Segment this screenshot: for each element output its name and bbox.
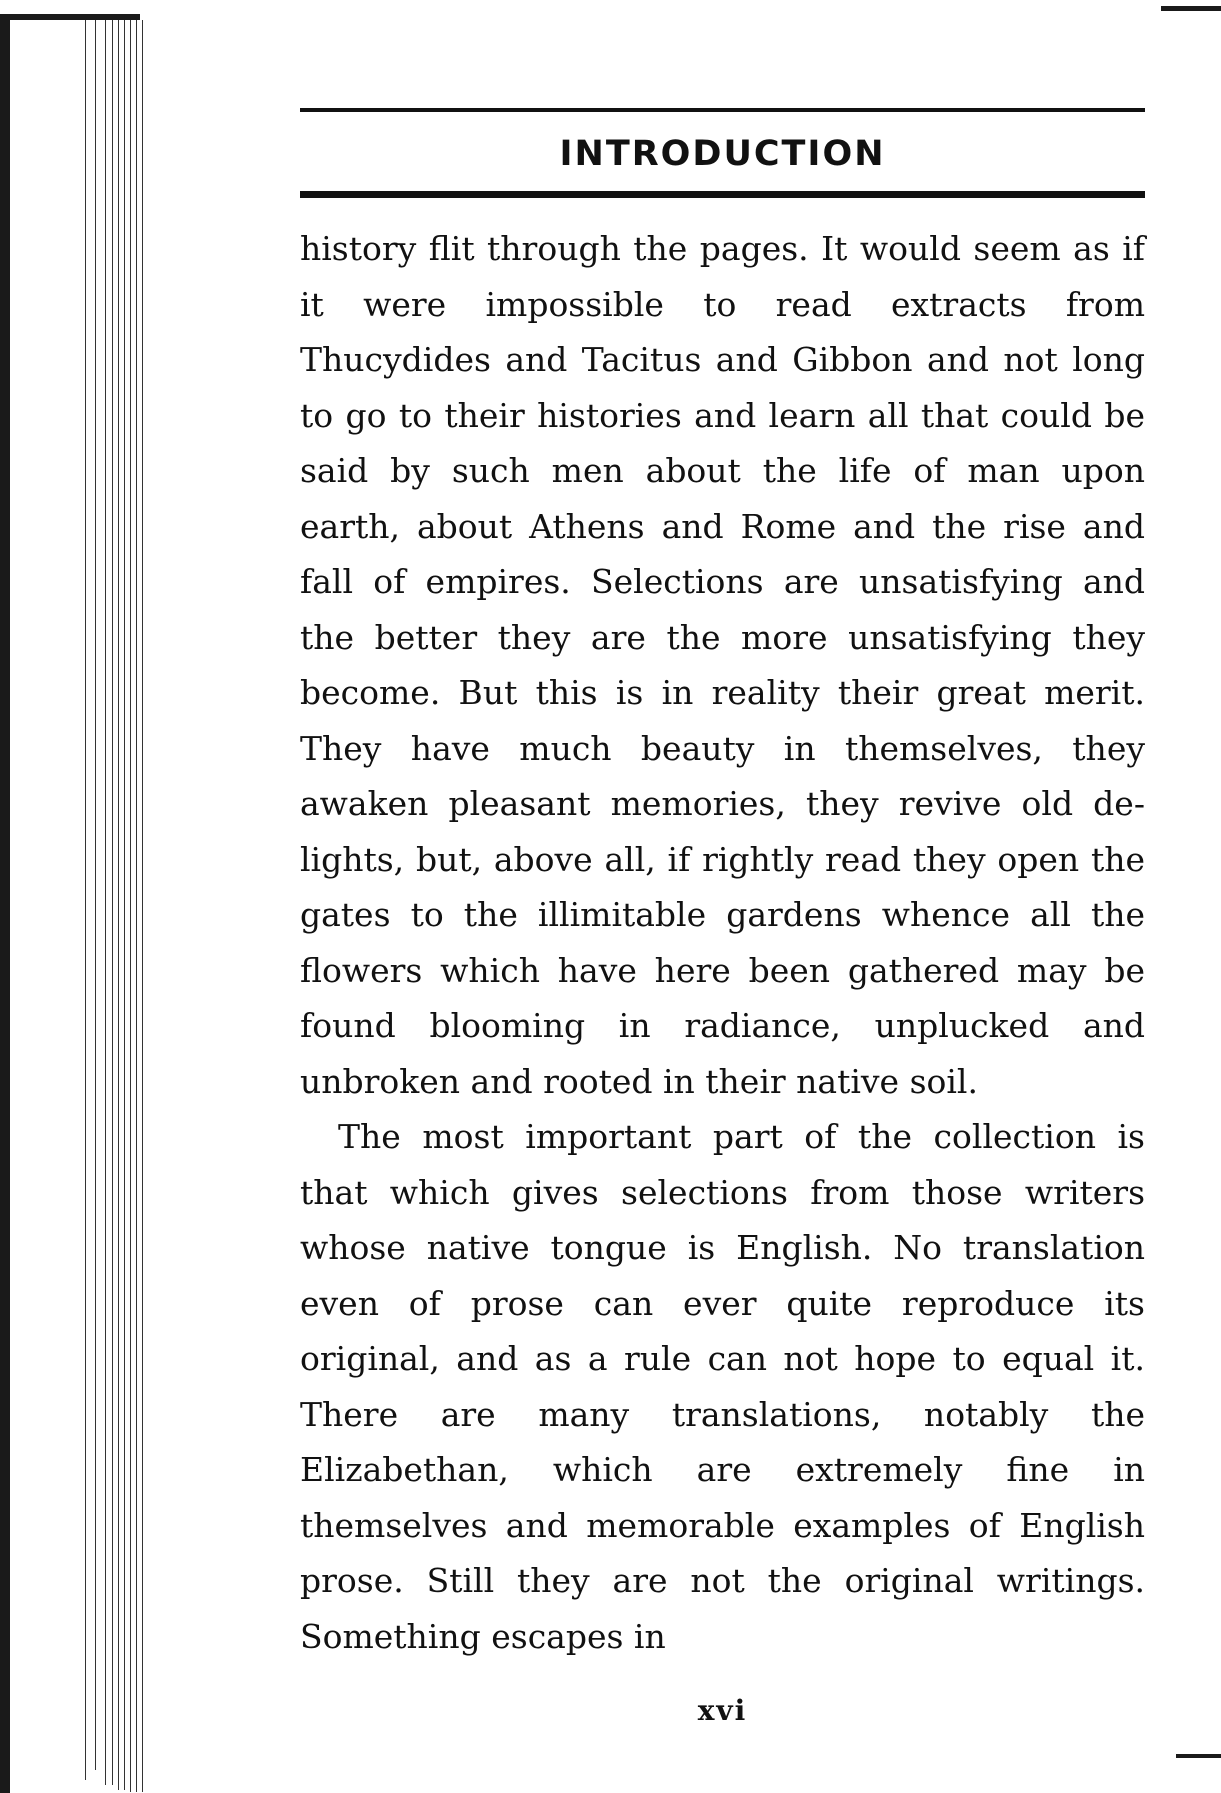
header-rule-bottom	[300, 191, 1145, 198]
binding-line	[85, 20, 86, 1780]
binding-line	[105, 20, 106, 1785]
binding-line	[124, 20, 125, 1790]
binding-line	[142, 20, 143, 1792]
running-head: INTRODUCTION	[559, 134, 886, 174]
binding-line	[112, 20, 113, 1785]
binding-line	[136, 20, 137, 1792]
header-rule-top	[300, 108, 1145, 112]
body-text	[300, 221, 1145, 1664]
book-page	[300, 108, 1145, 1727]
page-number: xvi	[697, 1694, 748, 1727]
paragraph: history flit through the pages. It would seem as if it were impossible to read extracts from Thucydides and Tacitus and Gibbon and not long to go to their histories and learn all that could be said by such men about the life of man upon earth, about Athens and Rome and the rise and fall of empires. Selections are unsatisfying and the better they are the more unsatisfying they become. But this is in reality their great merit. They have much beauty in themselves, they awaken pleasant memories, they revive old delights, but, above all, if rightly read they open the gates to the illimitable gardens whence all the flowers which have here been gathered may be found blooming in radiance, unplucked and unbroken and rooted in their native soil.	[300, 229, 1145, 1101]
scan-mark-top	[1161, 6, 1221, 11]
binding-line	[118, 20, 119, 1790]
scan-mark-bottom	[1176, 1754, 1221, 1758]
binding-line	[130, 20, 131, 1792]
book-binding-edge	[0, 14, 175, 1793]
binding-dark-edge	[0, 14, 10, 1793]
paragraph: The most important part of the collection is that which gives selections from those writers whose native tongue is English. No translation even of prose can ever quite reproduce its original, and as a rule can not hope to equal it. There are many translations, notably the Elizabethan, which are extremely fine in themselves and memorable examples of English prose. Still they are not the original writings. Something escapes in	[300, 1117, 1145, 1656]
binding-top-edge	[0, 14, 140, 20]
binding-line	[95, 20, 96, 1770]
